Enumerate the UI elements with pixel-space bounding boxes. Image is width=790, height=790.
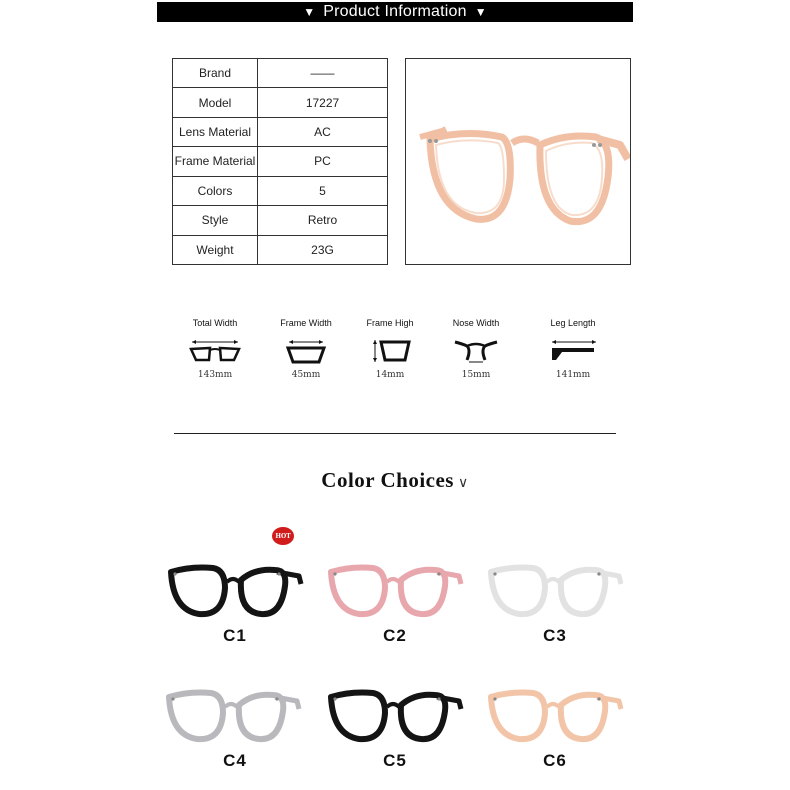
spec-value: PC bbox=[258, 147, 388, 176]
measurement-label: Nose Width bbox=[452, 318, 500, 328]
color-choices-heading: Color Choices bbox=[321, 468, 454, 492]
color-code: C3 bbox=[543, 626, 567, 645]
triangle-down-icon: ▼ bbox=[474, 5, 487, 19]
glasses-c3-image bbox=[485, 558, 625, 628]
spec-row-frame-material bbox=[173, 147, 388, 176]
measurement-label: Total Width bbox=[192, 318, 238, 328]
triangle-down-icon: ▼ bbox=[303, 5, 316, 19]
color-code: C4 bbox=[223, 751, 247, 770]
color-option-c5[interactable] bbox=[325, 683, 465, 770]
chevron-down-icon: ∨ bbox=[457, 476, 469, 491]
frame-width-icon bbox=[279, 338, 333, 364]
color-code: C1 bbox=[223, 626, 247, 645]
color-option-c4[interactable] bbox=[163, 683, 303, 770]
spec-row-colors bbox=[173, 176, 388, 205]
spec-value: AC bbox=[258, 117, 388, 146]
measurement-total-width bbox=[170, 318, 260, 380]
measurement-frame-high bbox=[345, 318, 435, 380]
spec-row-style bbox=[173, 206, 388, 235]
spec-key: Model bbox=[173, 88, 258, 117]
spec-key: Frame Material bbox=[173, 147, 258, 176]
spec-value: 17227 bbox=[258, 88, 388, 117]
section-divider bbox=[174, 433, 616, 434]
color-option-c6[interactable] bbox=[485, 683, 625, 770]
color-choices-title bbox=[0, 468, 790, 493]
spec-row-weight bbox=[173, 235, 388, 264]
measurement-value: 141mm bbox=[555, 370, 591, 380]
header-title: Product Information bbox=[323, 3, 467, 20]
color-code: C6 bbox=[543, 751, 567, 770]
color-option-c1[interactable] bbox=[165, 558, 305, 645]
spec-value: Retro bbox=[258, 206, 388, 235]
spec-row-brand bbox=[173, 59, 388, 88]
spec-key: Style bbox=[173, 206, 258, 235]
total-width-icon bbox=[188, 338, 242, 364]
leg-length-icon bbox=[546, 338, 600, 364]
color-option-c2[interactable] bbox=[325, 558, 465, 645]
spec-value: 5 bbox=[258, 176, 388, 205]
product-info-header bbox=[157, 2, 633, 22]
glasses-c1-image bbox=[165, 558, 305, 628]
measurement-label: Frame High bbox=[366, 318, 414, 328]
measurement-value: 15mm bbox=[461, 370, 491, 380]
measurement-leg-length bbox=[528, 318, 618, 380]
spec-value: 23G bbox=[258, 235, 388, 264]
product-photo bbox=[405, 58, 631, 265]
color-option-c3[interactable] bbox=[485, 558, 625, 645]
glasses-c6-image bbox=[485, 683, 625, 753]
spec-key: Weight bbox=[173, 235, 258, 264]
frame-high-icon bbox=[363, 338, 417, 364]
measurement-label: Leg Length bbox=[550, 318, 596, 328]
glasses-photo-image bbox=[406, 59, 630, 264]
spec-row-model bbox=[173, 88, 388, 117]
color-code: C5 bbox=[383, 751, 407, 770]
glasses-c2-image bbox=[325, 558, 465, 628]
glasses-c4-image bbox=[163, 683, 303, 753]
measurement-frame-width bbox=[261, 318, 351, 380]
spec-table bbox=[172, 58, 388, 265]
spec-value: —— bbox=[258, 59, 388, 88]
nose-width-icon bbox=[449, 338, 503, 364]
color-code: C2 bbox=[383, 626, 407, 645]
measurement-value: 14mm bbox=[375, 370, 405, 380]
spec-key: Colors bbox=[173, 176, 258, 205]
measurement-value: 45mm bbox=[291, 370, 321, 380]
spec-key: Brand bbox=[173, 59, 258, 88]
measurement-value: 143mm bbox=[197, 370, 233, 380]
glasses-c5-image bbox=[325, 683, 465, 753]
measurement-nose-width bbox=[431, 318, 521, 380]
hot-badge: HOT bbox=[272, 527, 294, 545]
measurement-label: Frame Width bbox=[280, 318, 332, 328]
spec-row-lens-material bbox=[173, 117, 388, 146]
spec-key: Lens Material bbox=[173, 117, 258, 146]
